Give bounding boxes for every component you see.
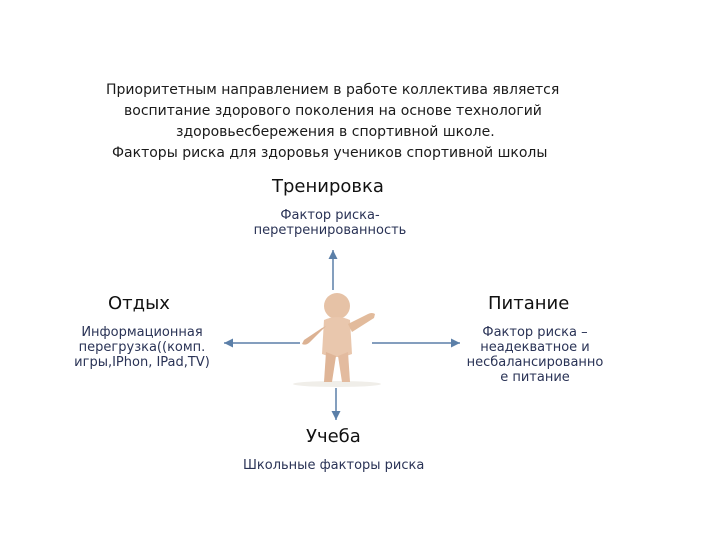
- factor-rest-line-1: Информационная: [81, 325, 203, 340]
- category-nutrition: Питание: [488, 293, 570, 314]
- intro-line-4: Факторы риска для здоровья учеников спортивной школы: [112, 145, 548, 161]
- category-study: Учеба: [306, 426, 361, 447]
- factor-rest-line-3: игры,IPhon, IPad,TV): [74, 355, 210, 370]
- factor-training-line-1: Фактор риска-: [280, 208, 380, 223]
- intro-line-3: здоровьесбережения в спортивной школе.: [176, 124, 495, 140]
- intro-line-1: Приоритетным направлением в работе коллектива является: [106, 82, 560, 98]
- factor-rest-line-2: перегрузка((комп.: [78, 340, 206, 355]
- factor-nutrition-line-3: несбалансированно: [466, 355, 604, 370]
- intro-line-2: воспитание здорового поколения на основе технологий: [124, 103, 542, 119]
- factor-nutrition-line-1: Фактор риска –: [482, 325, 588, 340]
- category-training: Тренировка: [272, 176, 384, 197]
- person-pointing-icon: [282, 280, 392, 388]
- factor-nutrition-line-2: неадекватное и: [480, 340, 590, 355]
- factor-study: Школьные факторы риска: [243, 458, 425, 473]
- factor-training-line-2: перетренированность: [253, 223, 407, 238]
- factor-nutrition-line-4: е питание: [500, 370, 570, 385]
- category-rest: Отдых: [108, 293, 170, 314]
